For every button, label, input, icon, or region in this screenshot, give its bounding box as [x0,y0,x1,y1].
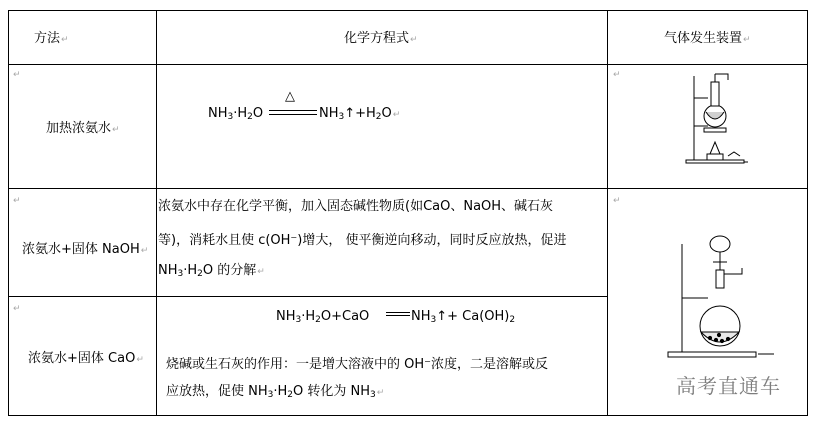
paragraph-mark: ↵ [136,355,144,365]
formula-sub: 2 [287,390,294,400]
table-border-bottom [8,415,808,416]
burner [710,142,720,154]
row2-explanation-line3 [158,259,265,279]
header-apparatus [664,27,751,46]
paragraph-mark: ↵ [61,35,69,45]
formula-sub: 2 [247,112,253,122]
formula-text: NH [158,263,178,278]
row1-method [46,117,120,136]
formula-sub: 3 [338,112,345,122]
row3-equation-left [276,309,369,325]
formula-text: O+CaO [320,309,370,324]
paragraph-mark: ↵ [392,110,401,120]
paragraph-mark: ↵ [613,196,621,206]
formula-text: O [381,106,392,121]
burner-base [707,154,723,160]
header-method [34,27,69,46]
solid-particle [726,337,729,340]
gas-outlet-tube [724,268,742,274]
formula-sub: 3 [430,315,437,325]
formula-text: O [252,106,264,121]
flask-neck [711,82,719,106]
formula-text: ·H [273,384,288,399]
dropping-funnel-apparatus-diagram [664,228,776,360]
row1-equation-left [208,106,263,122]
formula-text: NH [276,309,296,324]
header-method-label: 方法 [34,31,61,46]
row1-method-label: 加热浓氨水 [46,121,112,136]
paragraph-mark: ↵ [743,35,751,45]
formula-text: ·H [183,263,198,278]
row3-equation-right [411,309,515,325]
row3-method-label: 浓氨水+固体 CaO [28,351,136,366]
formula-sub: 3 [295,315,302,325]
paragraph-mark: ↵ [13,196,21,206]
heating-apparatus-diagram [680,68,752,168]
formula-sub: 3 [177,269,184,279]
row2-method-label: 浓氨水+固体 NaOH [22,242,140,257]
paragraph-mark: ↵ [112,125,120,135]
solid-particle [720,339,723,342]
formula-text: NH [208,106,228,121]
table-col-divider-2 [607,10,608,416]
delivery-tube-bend [715,74,728,80]
dropping-funnel [710,236,730,252]
paragraph-mark: ↵ [376,388,385,398]
formula-sub: 2 [375,112,382,122]
iron-ring [704,128,726,132]
paragraph-mark: ↵ [13,304,21,314]
formula-text: ↑+ Ca(OH) [436,309,510,324]
formula-text: NH [319,106,339,121]
paragraph-mark: ↵ [140,246,149,256]
solid-particle [708,336,711,339]
formula-sub: 2 [509,315,516,325]
row3-method [28,347,144,366]
table-border-top [8,10,808,11]
formula-text: O 的分解 [202,263,257,278]
formula-text: ·H [233,106,248,121]
paragraph-mark: ↵ [257,267,265,277]
formula-sub: 3 [227,112,234,122]
solid-particle [714,338,717,341]
row2-explanation-line2: 等)，消耗水且使 c(OH⁻)增大， 使平衡逆向移动，同时反应放热，促进 [158,233,567,248]
table-border-left [8,10,9,416]
row2-explanation-line1: 浓氨水中存在化学平衡，加入固态碱性物质(如CaO、NaOH、碱石灰 [158,199,554,214]
formula-text: ·H [301,309,316,324]
table-border-row1-bottom [8,188,808,189]
formula-text: O 转化为 NH [293,384,371,399]
formula-sub: 2 [315,315,321,325]
paragraph-mark: ↵ [13,70,21,80]
paragraph-mark: ↵ [613,70,621,80]
side-outlet [728,152,740,156]
row1-equals-sign [269,110,317,115]
table-border-right [807,10,808,416]
row2-method [22,238,148,257]
table-col-divider-1 [156,10,157,416]
formula-sub: 3 [267,390,274,400]
paragraph-mark: ↵ [410,35,418,45]
formula-text: NH [411,309,431,324]
formula-sub: 2 [197,269,203,279]
formula-text: ↑+H [344,106,376,121]
row1-condition: △ [285,89,295,104]
row3-explanation-line2 [166,380,384,400]
header-equation [344,27,418,46]
watermark: 高考直通车 [676,374,781,398]
row3-explanation-line1: 烧碱或生石灰的作用：一是增大溶液中的 OH⁻浓度，二是溶解或反 [166,357,549,372]
header-equation-label: 化学方程式 [344,31,410,46]
flask-neck [716,270,724,288]
formula-text: 应放热，促使 NH [166,384,268,399]
table-border-header-bottom [8,64,808,65]
solid-particle [717,333,720,336]
formula-sub: 3 [370,390,376,400]
row1-equation-right [319,106,400,122]
row3-equals-sign [386,312,410,316]
header-apparatus-label: 气体发生装置 [664,31,743,46]
table-border-row2-bottom [8,296,608,297]
stand-base [668,352,756,357]
